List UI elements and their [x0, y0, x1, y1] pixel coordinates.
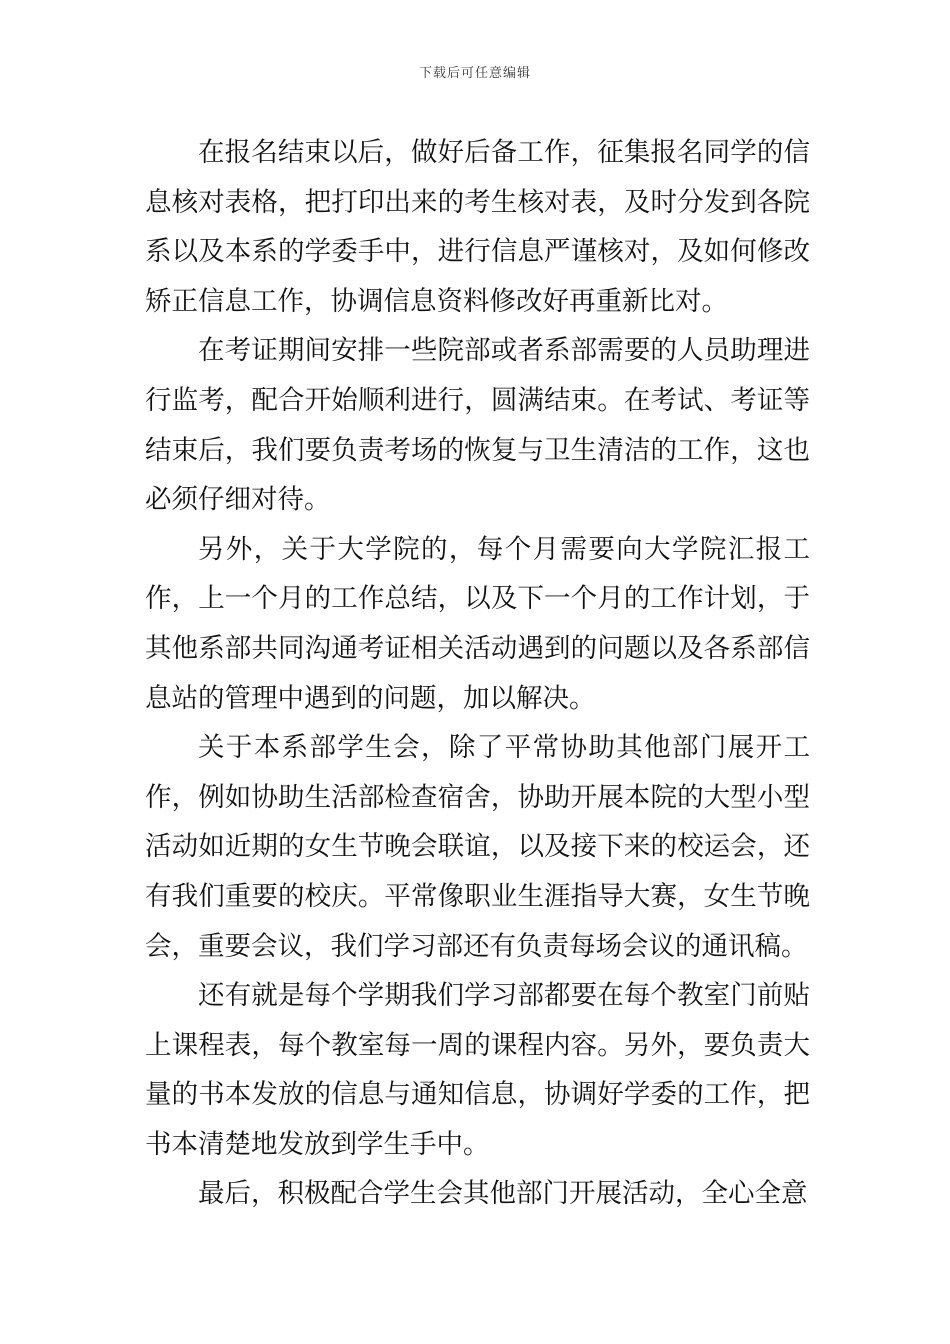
- paragraph: 在考证期间安排一些院部或者系部需要的人员助理进行监考，配合开始顺利进行，圆满结束。在考试、考证等结束后，我们要负责考场的恢复与卫生清洁的工作，这也必须仔细对待。: [145, 335, 810, 516]
- paragraph: 最后，积极配合学生会其他部门开展活动，全心全意: [198, 1178, 808, 1210]
- paragraph: 另外，关于大学院的，每个月需要向大学院汇报工作，上一个月的工作总结，以及下一个月的工作计划，于其他系部共同沟通考证相关活动遇到的问题以及各系部信息站的管理中遇到的问题，加以解决。: [145, 533, 810, 714]
- paragraph: 在报名结束以后，做好后备工作，征集报名同学的信息核对表格，把打印出来的考生核对表，及时分发到各院系以及本系的学委手中，进行信息严谨核对，及如何修改矫正信息工作，协调信息资料修改好再重新比对。: [145, 137, 810, 317]
- document-body: [145, 128, 810, 1219]
- paragraph: 还有就是每个学期我们学习部都要在每个教室门前贴上课程表，每个教室每一周的课程内容。另外，要负责大量的书本发放的信息与通知信息，协调好学委的工作，把书本清楚地发放到学生手中。: [145, 980, 810, 1160]
- page-header-note: 下载后可任意编辑: [418, 66, 531, 81]
- paragraph: 关于本系部学生会，除了平常协助其他部门展开工作，例如协助生活部检查宿舍，协助开展本院的大型小型活动如近期的女生节晚会联谊，以及接下来的校运会，还有我们重要的校庆。平常像职业生涯指导大赛，女生节晚会，重要会议，我们学习部还有负责每场会议的通讯稿。: [145, 732, 810, 962]
